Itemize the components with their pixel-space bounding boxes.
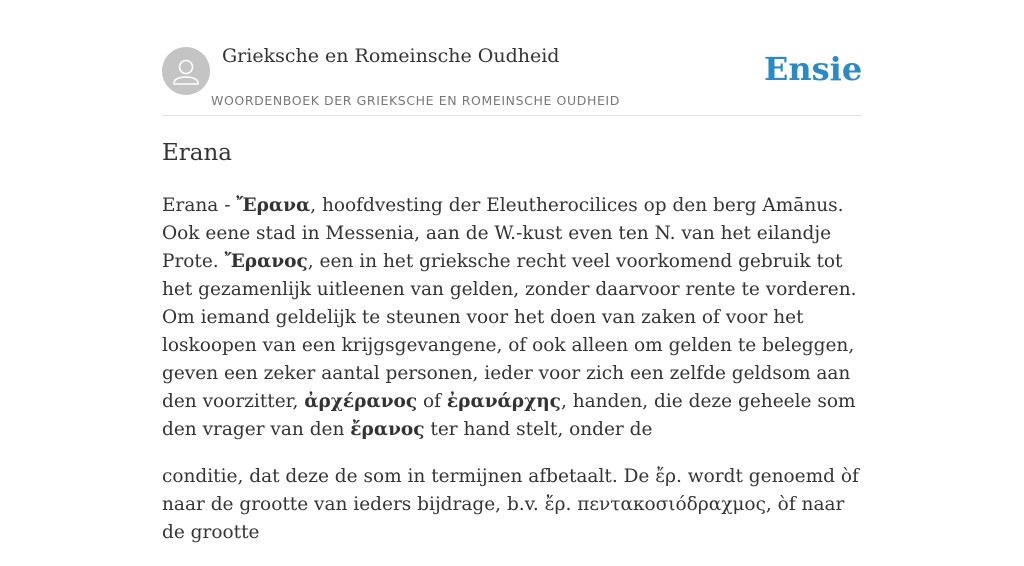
site-subtitle: WOORDENBOEK DER GRIEKSCHE EN ROMEINSCHE OUDHEID	[211, 93, 620, 108]
text: , een in het grieksche recht veel voorkomend gebruik tot het gezamenlijk uitleenen van gelden, zonder daarvoor rente te vorderen. Om iemand geldelijk te steunen voor het doen van zaken of voor het loskoopen van een krijgsgevangene, of ook alleen om gelden te beleggen, geven een zeker aantal personen, ieder voor zich een zelfde geldsom aan den voorzitter,	[162, 251, 857, 412]
entry-body	[162, 192, 862, 566]
ensie-logo[interactable]: Ensie	[764, 50, 863, 88]
user-avatar-icon[interactable]	[162, 47, 210, 95]
paragraph-2	[162, 463, 862, 547]
text: ter hand stelt, onder de	[424, 419, 653, 440]
text: of	[417, 391, 447, 412]
site-title[interactable]: Grieksche en Romeinsche Oudheid	[222, 45, 560, 67]
greek-term: ἐρανάρχης	[446, 391, 561, 412]
greek-term: ἀρχέρανος	[304, 391, 418, 412]
text: , handen, die deze geheele som den vrager van den	[162, 391, 856, 440]
header-divider	[162, 115, 862, 116]
greek-term: ἔρανος	[350, 419, 425, 440]
person-outline-icon	[162, 47, 210, 95]
greek-term: Ἔρανος	[224, 251, 308, 272]
entry-title: Erana	[162, 140, 233, 166]
greek-term: Ἔρανα	[236, 195, 311, 216]
text: Erana -	[162, 195, 237, 216]
text: , hoofdvesting der Eleutherocilices op den berg Amānus. Ook eene stad in Messenia, aan de W.-kust even ten N. van het eilandje Prote.	[162, 195, 844, 272]
paragraph-1	[162, 192, 862, 444]
text: conditie, dat deze de som in termijnen afbetaalt. De ἔρ. wordt genoemd òf naar de grootte van ieders bijdrage, b.v. ἔρ. πεντακοσιόδραχμος, òf naar de grootte	[162, 466, 859, 543]
